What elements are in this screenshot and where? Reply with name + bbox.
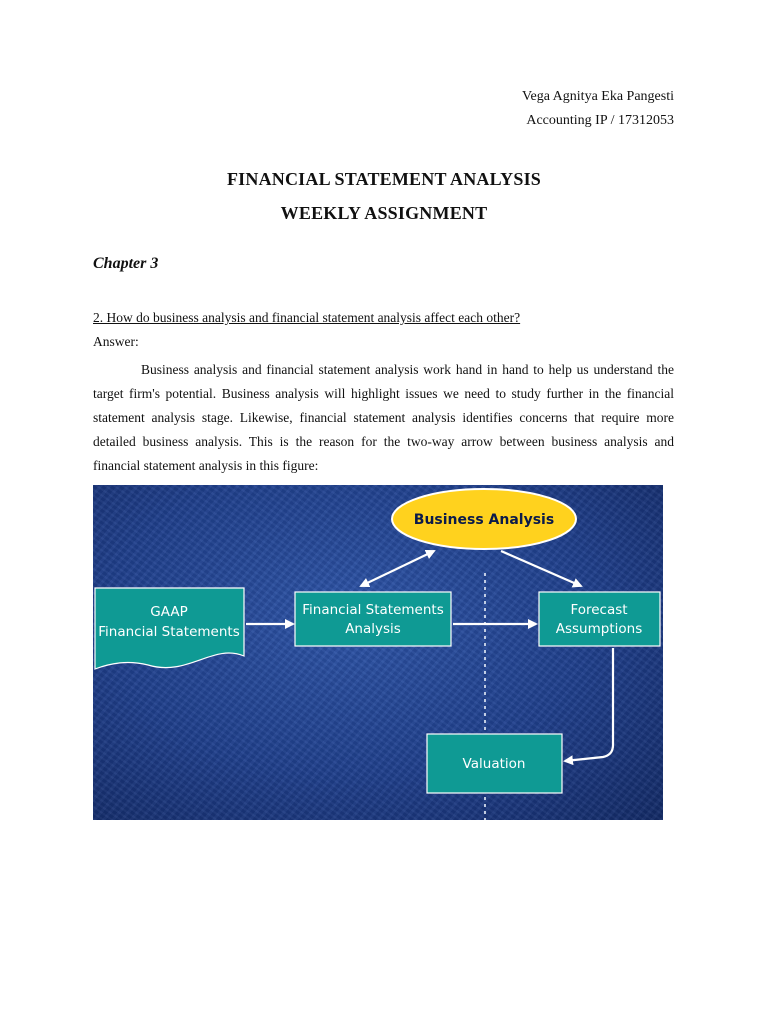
forecast-label-1: Forecast — [570, 602, 628, 618]
arrow-business-to-forecast — [501, 551, 581, 586]
two-way-arrow-business-fsa — [361, 551, 434, 586]
author-block — [522, 85, 674, 133]
author-name: Vega Agnitya Eka Pangesti — [521, 89, 674, 104]
fsa-box — [295, 592, 451, 646]
answer-paragraph: Business analysis and financial statement analysis work hand in hand to help us understand the target firm's potential. Business analysis will highlight issues we need to study further in the financial statement analysis stage. Likewise, financial statement analysis identifies concerns that require more detailed business analysis. This is the reason for the two-way arrow between business analysis and financial statement analysis in this figure: — [93, 362, 674, 473]
business-analysis-label: Business Analysis — [413, 512, 555, 528]
answer-label: Answer: — [93, 334, 139, 349]
fsa-label-2: Analysis — [345, 621, 401, 637]
title-line-1: FINANCIAL STATEMENT ANALYSIS — [226, 169, 542, 189]
diagram-svg — [93, 485, 663, 820]
chapter-heading: Chapter 3 — [93, 255, 159, 272]
forecast-box — [539, 592, 660, 646]
forecast-label-2: Assumptions — [555, 621, 643, 637]
document-title — [0, 162, 768, 230]
valuation-label: Valuation — [462, 756, 526, 772]
gaap-label-2: Financial Statements — [98, 624, 240, 640]
title-line-2: WEEKLY ASSIGNMENT — [280, 203, 488, 223]
author-program: Accounting IP / 17312053 — [526, 113, 674, 128]
arrow-forecast-to-valuation — [565, 648, 613, 761]
gaap-label-1: GAAP — [150, 604, 188, 620]
fsa-label-1: Financial Statements — [302, 602, 444, 618]
analysis-framework-diagram — [93, 485, 663, 820]
question-text: 2. How do business analysis and financial statement analysis affect each other? — [93, 310, 521, 325]
